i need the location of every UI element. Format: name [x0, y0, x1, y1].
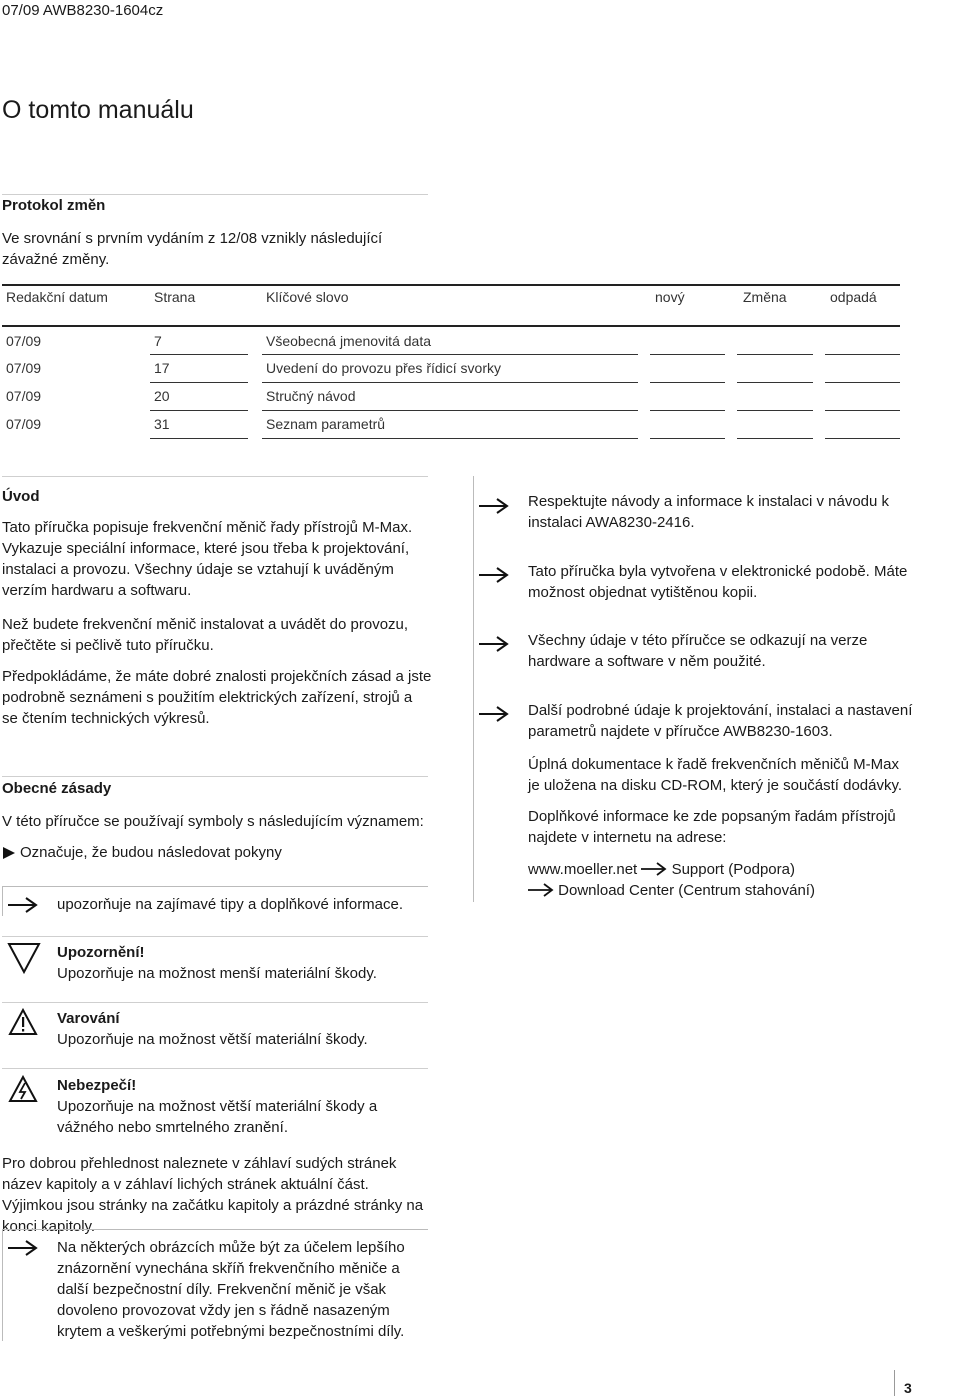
danger-icon — [8, 1075, 38, 1103]
danger-title: Nebezpečí! — [57, 1077, 137, 1094]
danger-text: Upozorňuje na možnost větší materiální škody a vážného nebo smrtelného zranění. — [57, 1098, 378, 1136]
table-top-rule — [2, 284, 900, 286]
table-row-page: 17 — [154, 360, 170, 376]
download-line — [528, 880, 815, 901]
tip-box-left-border — [2, 886, 3, 916]
arrow-icon — [479, 498, 509, 514]
intro-paragraph-1: Tato příručka popisuje frekvenční měnič řady přístrojů M-Max. Vykazuje speciální informace, které jsou třeba k projektování, instalaci a provozu. Všechny údaje se vztahují k uváděným verzím hardwaru a softwaru. — [2, 519, 413, 599]
section-divider — [2, 1002, 428, 1003]
table-row-date: 07/09 — [6, 416, 42, 432]
right-note-4: Další podrobné údaje k projektování, instalaci a nastavení parametrů najdete v příručce AWB8230-1603. — [528, 702, 913, 740]
col-header-keyword: Klíčové slovo — [266, 289, 349, 305]
support-link[interactable]: Support (Podpora) — [671, 861, 795, 878]
intro-paragraph-2: Než budete frekvenční měnič instalovat a uvádět do provozu, přečtěte si pečlivě tuto příručku. — [2, 616, 409, 654]
url-line — [528, 859, 795, 880]
header-doc-id: 07/09 AWB8230-1604cz — [2, 2, 164, 19]
right-note-1: Respektujte návody a informace k instalaci v návodu k instalaci AWA8230-2416. — [528, 493, 890, 531]
bullet-text: Označuje, že budou následovat pokyny — [20, 844, 282, 861]
caution-text: Upozorňuje na možnost menší materiální škody. — [57, 965, 377, 982]
section-divider — [2, 1068, 428, 1069]
download-link[interactable]: Download Center (Centrum stahování) — [558, 882, 815, 899]
arrow-icon — [479, 636, 509, 652]
right-column-rule — [473, 476, 474, 902]
warning-title: Varování — [57, 1010, 120, 1027]
general-title: Obecné zásady — [2, 780, 112, 797]
note2-text: Na některých obrázcích může být za účelem lepšího znázornění vynechána skříň frekvenčního měniče a další bezpečnostní díly. Frekvenční měnič je však dovoleno provozovat vždy jen s řádně nasazeným krytem a veškerými potřebnými bezpečnostními díly. — [57, 1239, 405, 1340]
right-note-2: Tato příručka byla vytvořena v elektronické podobě. Máte možnost objednat vytištěnou kopii. — [528, 563, 908, 601]
warning-text: Upozorňuje na možnost větší materiální škody. — [57, 1031, 368, 1048]
warning-icon — [8, 1008, 38, 1036]
table-row-date: 07/09 — [6, 333, 42, 349]
note-box-border — [2, 1229, 428, 1230]
tip-box-border — [2, 886, 428, 887]
caution-title: Upozornění! — [57, 944, 145, 961]
table-row-keyword: Všeobecná jmenovitá data — [266, 333, 431, 349]
table-row-date: 07/09 — [6, 388, 42, 404]
tip-text: upozorňuje na zajímavé tipy a doplňkové informace. — [57, 896, 404, 913]
page-title: O tomto manuálu — [2, 96, 194, 124]
col-header-page: Strana — [154, 289, 196, 305]
right-note-3: Všechny údaje v této příručce se odkazují na verze hardware a software v něm použité. — [528, 632, 868, 670]
table-row-page: 31 — [154, 416, 170, 432]
col-header-new: nový — [655, 289, 685, 305]
col-header-removed: odpadá — [830, 289, 877, 305]
page-number: 3 — [904, 1380, 912, 1396]
caution-triangle-icon — [7, 942, 41, 974]
table-row-page: 20 — [154, 388, 170, 404]
section-divider — [2, 776, 428, 777]
table-row-keyword: Seznam parametrů — [266, 416, 386, 432]
arrow-icon — [479, 706, 509, 722]
arrow-icon — [8, 1240, 38, 1256]
table-header-rule — [2, 325, 900, 327]
right-paragraph-2: Doplňkové informace ke zde popsaným řadám přístrojů najdete v internetu na adrese: — [528, 808, 896, 846]
changes-intro: Ve srovnání s prvním vydáním z 12/08 vznikly následující závažné změny. — [2, 230, 383, 268]
intro-title: Úvod — [2, 488, 40, 505]
arrow-icon — [641, 862, 667, 876]
symbols-intro: V této příručce se používají symboly s následujícím významem: — [2, 813, 424, 830]
triangle-bullet-icon — [3, 847, 15, 859]
changes-title: Protokol změn — [2, 197, 106, 214]
table-row-date: 07/09 — [6, 360, 42, 376]
section-divider — [2, 936, 428, 937]
table-row-keyword: Uvedení do provozu přes řídicí svorky — [266, 360, 501, 376]
note-box-left-border — [2, 1229, 3, 1341]
arrow-icon — [479, 567, 509, 583]
table-row-page: 7 — [154, 333, 162, 349]
arrow-icon — [528, 883, 554, 897]
url-text[interactable]: www.moeller.net — [528, 861, 638, 878]
arrow-icon — [8, 897, 38, 913]
footer-rule — [894, 1370, 895, 1396]
section-divider — [2, 476, 428, 477]
intro-paragraph-3: Předpokládáme, že máte dobré znalosti projekčních zásad a jste podrobně seznámeni s použitím elektrických zařízení, strojů a se čtením technických výkresů. — [2, 668, 432, 727]
right-paragraph-1: Úplná dokumentace k řadě frekvenčních měničů M-Max je uložena na disku CD-ROM, který je součástí dodávky. — [528, 756, 903, 794]
table-row-keyword: Stručný návod — [266, 388, 356, 404]
layout-note: Pro dobrou přehlednost naleznete v záhlaví sudých stránek název kapitoly a v záhlaví lichých stránek aktuální část. Výjimkou jsou stránky na začátku kapitoly a prázdné stránky na konci kapitoly. — [2, 1155, 424, 1235]
col-header-date: Redakční datum — [6, 289, 108, 305]
col-header-change: Změna — [743, 289, 787, 305]
